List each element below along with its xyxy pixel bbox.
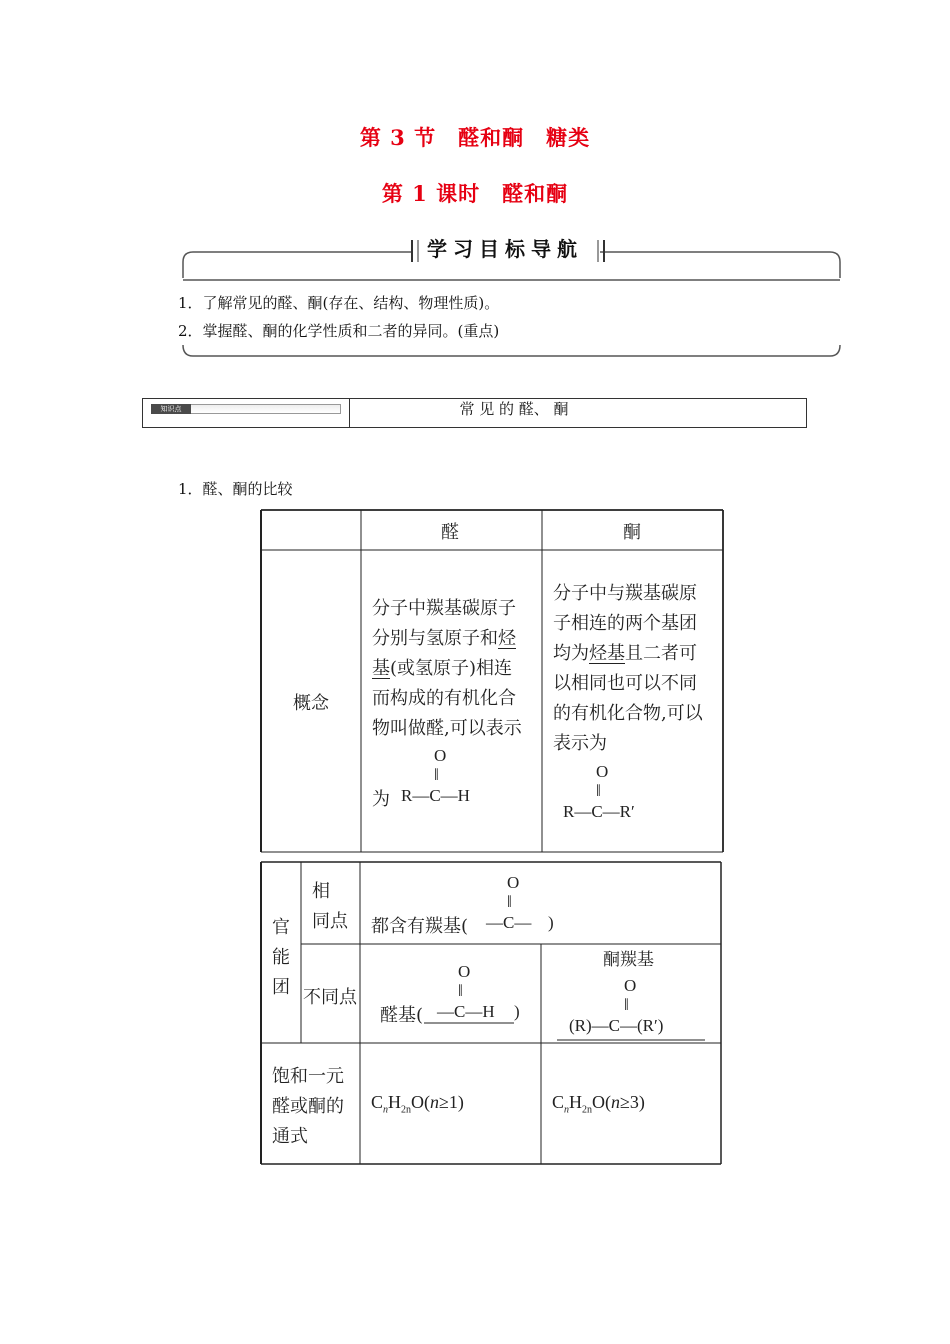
aldehyde-concept-line-6: 为: [372, 789, 390, 810]
aldehyde-concept-line-4: 而构成的有机化合: [372, 688, 516, 709]
same-formula-double-bond: ‖: [507, 892, 512, 911]
ketone-general-formula: $C_nH_{2n}O(n\ge 3)$: [552, 1092, 645, 1116]
knowledge-title: 常 见 的 醛、 酮: [459, 400, 569, 418]
ketone-group-label: 酮羰基: [603, 950, 654, 970]
page-subtitle: 第 1 课时 醛和酮: [381, 181, 569, 206]
aldehyde-group-close: ): [514, 1002, 520, 1021]
aldehyde-concept-line-2: 分别与氢原子和烃: [372, 628, 516, 649]
same-label-1: 相: [312, 881, 330, 902]
ketone-formula-oxygen: O: [596, 762, 609, 781]
same-text: 都含有羰基(: [371, 916, 469, 937]
knowledge-tag: 知识点: [151, 404, 191, 414]
aldehyde-formula-oxygen: O: [434, 746, 447, 765]
aldehyde-group-double-bond: ‖: [458, 981, 463, 1000]
goal-item-2: 2．掌握醛、酮的化学性质和二者的异同。(重点): [178, 322, 500, 340]
ketone-concept-line-6: 表示为: [553, 733, 607, 754]
ketone-group-formula: (R)—C—(R′): [569, 1016, 664, 1035]
same-formula: —C—: [486, 913, 532, 932]
ketone-concept-line-1: 分子中与羰基碳原: [553, 583, 697, 604]
goal-item-1: 1．了解常见的醛、酮(存在、结构、物理性质)。: [178, 294, 500, 312]
aldehyde-general-formula: $C_nH_{2n}O(n\ge 1)$: [371, 1092, 464, 1116]
row-functional-label-1: 官: [272, 917, 290, 938]
aldehyde-concept-line-5: 物叫做醛,可以表示: [372, 718, 522, 739]
page-title: 第 3 节 醛和酮 糖类: [359, 125, 591, 150]
same-label-2: 同点: [312, 911, 348, 932]
same-close: ): [548, 913, 554, 932]
compare-heading: 1．醛、酮的比较: [178, 480, 293, 498]
aldehyde-formula: R—C—H: [401, 786, 470, 805]
row-functional-label-3: 团: [272, 977, 290, 998]
row-functional-label-2: 能: [272, 947, 290, 968]
goals-header: 学习目标导航: [427, 237, 583, 261]
ketone-concept-line-2: 子相连的两个基团: [553, 613, 697, 634]
aldehyde-concept-line-3: 基(或氢原子)相连: [372, 658, 513, 679]
aldehyde-concept-line-1: 分子中羰基碳原子: [372, 598, 516, 619]
header-ketone: 酮: [623, 522, 641, 543]
ketone-concept-line-5: 的有机化合物,可以: [553, 703, 703, 724]
ketone-concept-line-3: 均为烃基且二者可: [553, 643, 697, 664]
ketone-concept-line-4: 以相同也可以不同: [553, 673, 697, 694]
row-general-label-1: 饱和一元: [272, 1066, 344, 1087]
row-general-label-3: 通式: [272, 1126, 308, 1147]
ketone-group-double-bond: ‖: [624, 995, 629, 1014]
ketone-formula-double-bond: ‖: [596, 781, 601, 800]
ketone-formula: R—C—R′: [563, 802, 635, 821]
aldehyde-formula-double-bond: ‖: [434, 765, 439, 784]
ketone-group-oxygen: O: [624, 976, 637, 995]
diff-label: 不同点: [303, 987, 357, 1008]
header-aldehyde: 醛: [441, 522, 459, 543]
aldehyde-group-label: 醛基(: [380, 1005, 424, 1026]
row-concept-label: 概念: [293, 693, 329, 714]
same-formula-oxygen: O: [507, 873, 520, 892]
row-general-label-2: 醛或酮的: [272, 1096, 344, 1117]
aldehyde-group-oxygen: O: [458, 962, 471, 981]
aldehyde-group-formula: —C—H: [437, 1002, 495, 1021]
